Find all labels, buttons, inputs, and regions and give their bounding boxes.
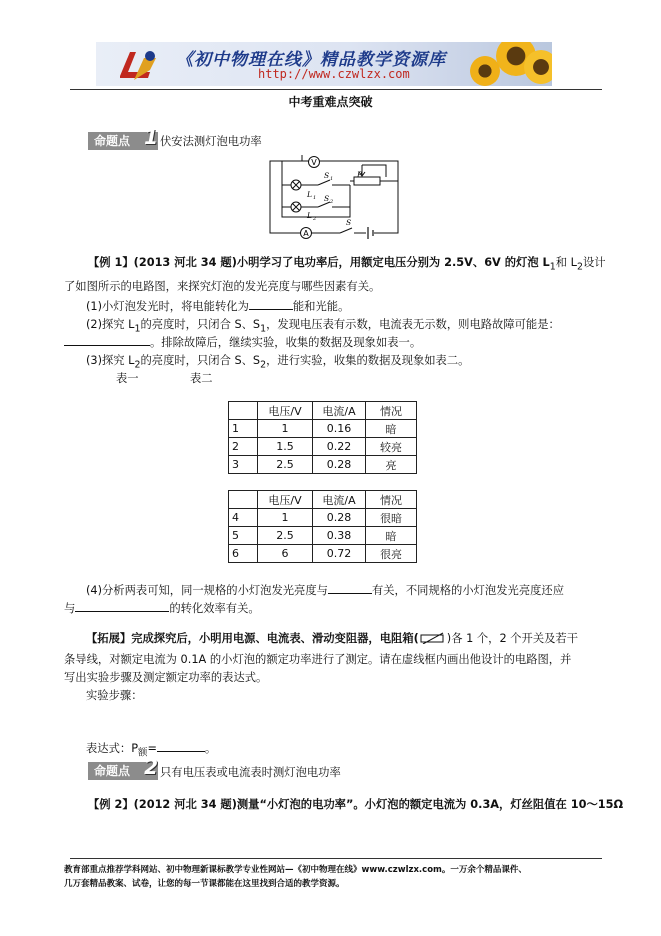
question-4: (4)分析两表可知，同一规格的小灯泡发光亮度与 有关，不同规格的小灯泡发光亮度还应 — [86, 584, 565, 597]
extension-line2: 条导线，对额定电流为 0.1A 的小灯泡的额定功率进行了测定。请在虚线框内画出他设计的电路图，并 — [64, 653, 572, 666]
question-1: (1)小灯泡发光时，将电能转化为 能和光能。 — [86, 300, 350, 313]
table-row: 5 2.5 0.38 暗 — [229, 527, 417, 545]
footer-rule — [70, 858, 602, 859]
table-row: 6 6 0.72 很亮 — [229, 545, 417, 563]
expression-line: 表达式：$P_额=$ 。 — [86, 742, 217, 759]
resistor-box-icon — [419, 632, 447, 644]
extension-line1: 【拓展】完成探究后，小明用电源、电流表、滑动变阻器，电阻箱( )各 1 个，2 个开关及若干 — [86, 632, 579, 645]
table-row: 3 2.5 0.28 亮 — [229, 456, 417, 474]
table1-caption: 表一 — [116, 372, 139, 385]
table-row: 2 1.5 0.22 较亮 — [229, 438, 417, 456]
section-tag-2 — [88, 755, 158, 780]
data-table-1 — [228, 401, 417, 474]
ammeter-label: A — [303, 229, 309, 238]
bulb-l1-sub: 1 — [313, 195, 317, 201]
table-header-row: 电压/V 电流/A 情况 — [229, 402, 417, 420]
switch-s1-label: S — [324, 171, 330, 180]
header-banner — [96, 42, 552, 86]
example1-line2: 了如图所示的电路图，来探究灯泡的发光亮度与哪些因素有关。 — [64, 280, 381, 293]
bulb-l2-label: L — [307, 211, 312, 220]
answer-blank-1[interactable] — [249, 298, 293, 310]
question-2-line2: 。排除故障后，继续实验，收集的数据及现象如表一。 — [64, 334, 421, 352]
switch-s2-sub: 2 — [330, 199, 334, 205]
example1-line1: 【例 1】(2013 河北 34 题)小明学习了电功率后，用额定电压分别为 2.5V、6V 的灯泡 $L_1$和 $L_2$设计 — [88, 256, 606, 273]
extension-line3: 写出实验步骤及测定额定功率的表达式。 — [64, 671, 268, 684]
circuit-diagram — [262, 155, 402, 245]
switch-s1-sub: 1 — [330, 176, 334, 182]
footer-line2: 几万套精品教案、试卷，让您的每一节课都能在这里找到合适的教学资源。 — [64, 879, 345, 889]
table-header-row: 电压/V 电流/A 情况 — [229, 491, 417, 509]
bulb-l1-label: L — [307, 190, 312, 199]
table2-caption: 表二 — [190, 372, 213, 385]
page-heading: 中考重难点突破 — [288, 95, 373, 109]
section-title-1: 伏安法测灯泡电功率 — [160, 135, 262, 148]
section-tag-1 — [88, 125, 158, 150]
switch-s2-label: S — [324, 194, 330, 203]
banner-url: http://www.czwlzx.com — [258, 67, 410, 81]
banner-title: 《初中物理在线》精品教学资源库 — [176, 50, 446, 70]
answer-blank-3[interactable] — [328, 582, 372, 594]
table-row: 4 1 0.28 很暗 — [229, 509, 417, 527]
slider-p-label: P — [357, 170, 363, 179]
voltmeter-label: V — [311, 158, 317, 167]
question-4-line2: 与 的转化效率有关。 — [64, 602, 260, 615]
switch-s-label: S — [346, 218, 352, 227]
answer-blank-5[interactable] — [157, 740, 205, 752]
answer-blank-4[interactable] — [75, 600, 169, 612]
section-tag-number: 2 — [144, 755, 158, 779]
example2-line1: 【例 2】(2012 河北 34 题)测量“小灯泡的电功率”。小灯泡的额定电流为 0.3A，灯丝阻值在 10～15Ω — [88, 798, 624, 811]
section-tag-label: 命题点 — [94, 134, 131, 148]
section-title-2: 只有电压表或电流表时测灯泡电功率 — [160, 766, 341, 779]
question-2: (2)探究 $L_1$的亮度时，只闭合 S、$S_1$，发现电压表有示数，电流表无示数，则电路故障可能是： — [86, 318, 560, 335]
answer-blank-2[interactable] — [64, 334, 150, 346]
bulb-l2-sub: 2 — [313, 216, 317, 222]
section-tag-number: 1 — [144, 125, 158, 149]
logo-icon — [114, 46, 162, 84]
section-tag-label: 命题点 — [94, 764, 131, 778]
table-row: 1 1 0.16 暗 — [229, 420, 417, 438]
footer-line1: 教育部重点推荐学科网站、初中物理新课标教学专业性网站—《初中物理在线》www.czwlzx.com。一万余个精品课件、 — [64, 865, 527, 875]
data-table-2 — [228, 490, 417, 563]
question-3: (3)探究 $L_2$的亮度时，只闭合 S、$S_2$，进行实验，收集的数据及现象如表二。 — [86, 354, 470, 371]
header-rule — [70, 89, 602, 90]
steps-label: 实验步骤： — [86, 689, 143, 702]
